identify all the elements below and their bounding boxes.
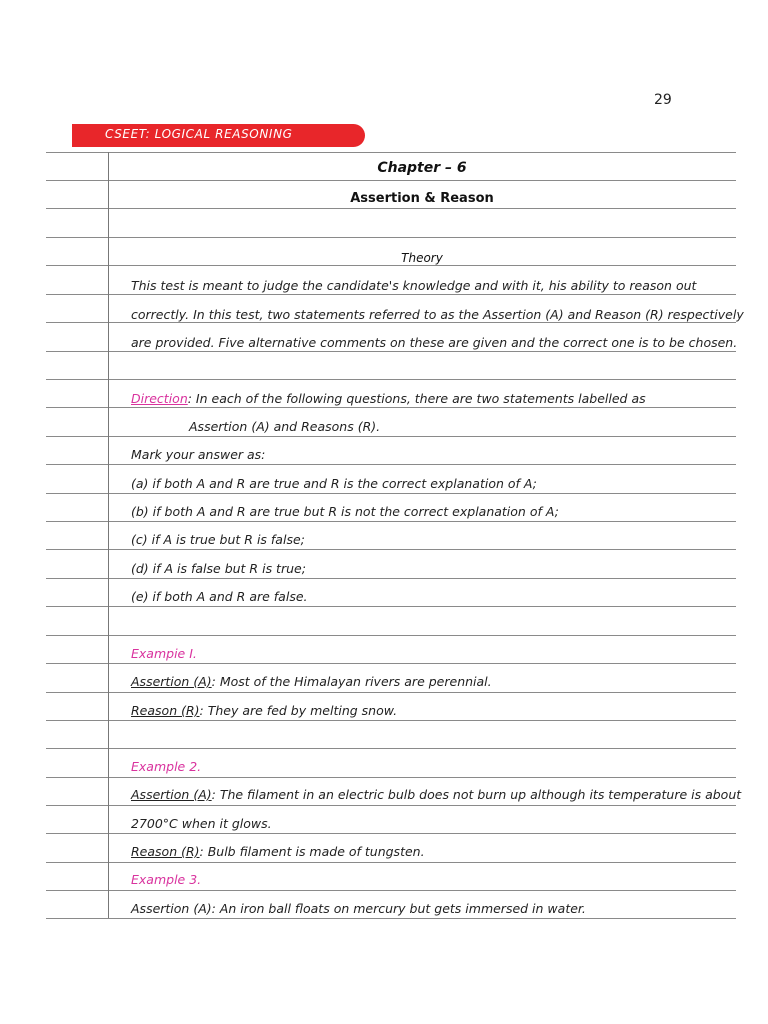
assertion-text: : Most of the Himalayan rivers are perennial. bbox=[211, 674, 492, 689]
rule-line bbox=[46, 351, 736, 352]
example-1-reason bbox=[131, 703, 397, 718]
section-banner bbox=[72, 124, 365, 147]
margin-line bbox=[108, 152, 109, 918]
rule-line bbox=[46, 635, 736, 636]
example-3-assertion: Assertion (A): An iron ball floats on mercury but gets immersed in water. bbox=[131, 901, 586, 916]
theory-line: correctly. In this test, two statements referred to as the Assertion (A) and Reason (R) respectively bbox=[131, 307, 744, 322]
reason-label: Reason (R) bbox=[131, 844, 200, 859]
example-2-assertion bbox=[131, 787, 741, 802]
direction-text: : In each of the following questions, there are two statements labelled as bbox=[187, 391, 646, 406]
rule-line bbox=[46, 862, 736, 863]
page-number: 29 bbox=[654, 92, 672, 108]
rule-line bbox=[46, 294, 736, 295]
assertion-label: Assertion (A) bbox=[131, 787, 212, 802]
rule-line bbox=[46, 464, 736, 465]
rule-line bbox=[46, 521, 736, 522]
rule-line bbox=[46, 152, 736, 153]
reason-text: : Bulb filament is made of tungsten. bbox=[199, 844, 425, 859]
example-2-assertion-line-2: 2700°C when it glows. bbox=[131, 816, 272, 831]
rule-line bbox=[46, 407, 736, 408]
mark-intro: Mark your answer as: bbox=[131, 447, 266, 462]
example-1-assertion bbox=[131, 674, 492, 689]
rule-line bbox=[46, 578, 736, 579]
rule-line bbox=[46, 833, 736, 834]
rule-line bbox=[46, 322, 736, 323]
rule-line bbox=[46, 549, 736, 550]
rule-line bbox=[46, 663, 736, 664]
rule-line bbox=[46, 777, 736, 778]
rule-line bbox=[46, 180, 736, 181]
chapter-subtitle: Assertion & Reason bbox=[350, 191, 494, 206]
rule-line bbox=[46, 606, 736, 607]
theory-line: are provided. Five alternative comments on these are given and the correct one is to be chosen. bbox=[131, 335, 738, 350]
rule-line bbox=[46, 890, 736, 891]
reason-label: Reason (R) bbox=[131, 703, 200, 718]
direction-line bbox=[131, 391, 646, 406]
theory-heading: Theory bbox=[401, 251, 443, 265]
rule-line bbox=[46, 493, 736, 494]
direction-line-2: Assertion (A) and Reasons (R). bbox=[189, 419, 381, 434]
example-1-heading: Exampie I. bbox=[131, 646, 197, 661]
rule-line bbox=[46, 692, 736, 693]
chapter-title: Chapter – 6 bbox=[377, 160, 467, 176]
rule-line bbox=[46, 379, 736, 380]
reason-text: : They are fed by melting snow. bbox=[199, 703, 398, 718]
rule-line bbox=[46, 237, 736, 238]
direction-label: Direction bbox=[131, 391, 188, 406]
assertion-label: Assertion (A) bbox=[131, 674, 212, 689]
example-3-heading: Example 3. bbox=[131, 872, 202, 887]
banner-label: CSEET: LOGICAL REASONING bbox=[105, 127, 293, 141]
rule-line bbox=[46, 918, 736, 919]
option-a: (a) if both A and R are true and R is the correct explanation of A; bbox=[131, 476, 537, 491]
rule-line bbox=[46, 436, 736, 437]
option-d: (d) if A is false but R is true; bbox=[131, 561, 306, 576]
option-e: (e) if both A and R are false. bbox=[131, 589, 308, 604]
rule-line bbox=[46, 208, 736, 209]
example-2-reason bbox=[131, 844, 425, 859]
rule-line bbox=[46, 265, 736, 266]
option-c: (c) if A is true but R is false; bbox=[131, 532, 305, 547]
example-2-heading: Example 2. bbox=[131, 759, 202, 774]
rule-line bbox=[46, 805, 736, 806]
theory-line: This test is meant to judge the candidate's knowledge and with it, his ability to reason out bbox=[131, 278, 697, 293]
rule-line bbox=[46, 748, 736, 749]
option-b: (b) if both A and R are true but R is not the correct explanation of A; bbox=[131, 504, 559, 519]
assertion-text: : The filament in an electric bulb does not burn up although its temperature is about bbox=[211, 787, 742, 802]
rule-line bbox=[46, 720, 736, 721]
